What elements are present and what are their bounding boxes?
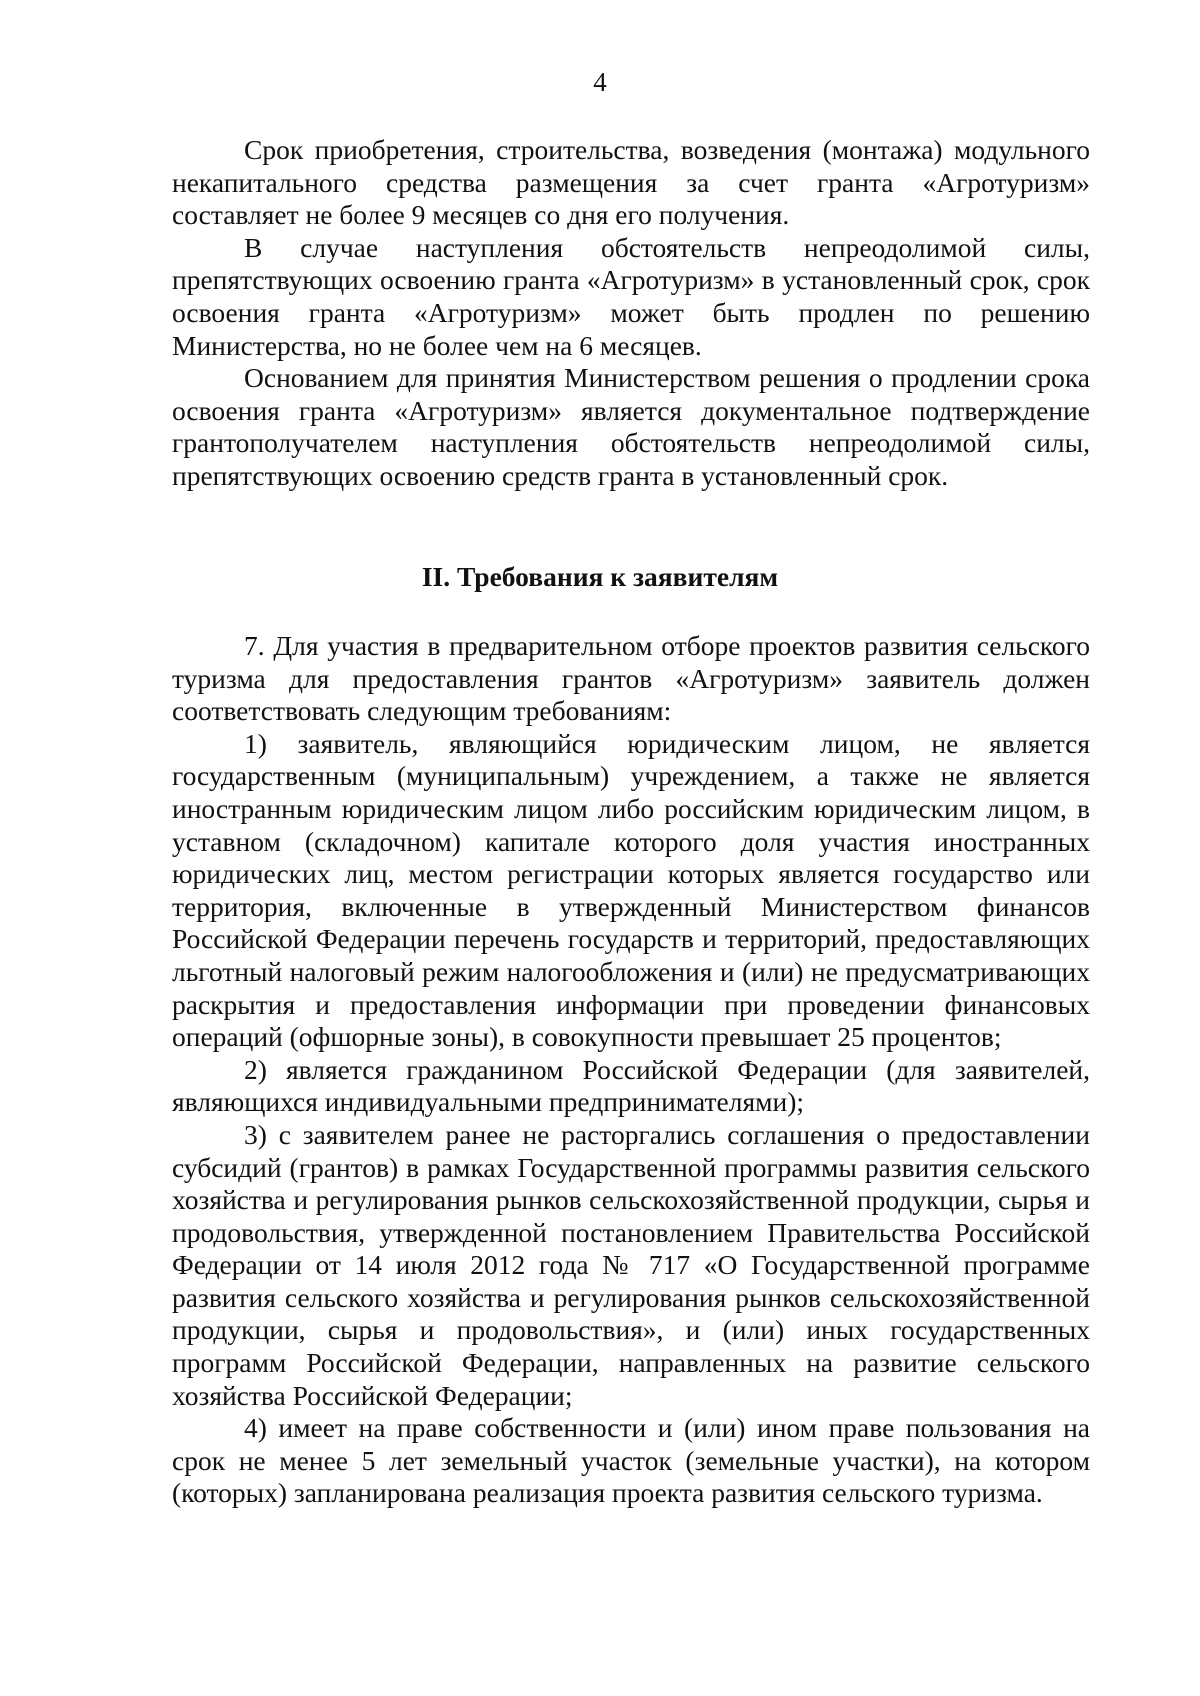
list-item: 2) является гражданином Российской Федерации (для заявителей, являющихся индивидуальными предпринимателями); xyxy=(172,1053,1090,1118)
paragraph: Срок приобретения, строительства, возведения (монтажа) модульного некапитального средства размещения за счет гранта «Агротуризм» составляет не более 9 месяцев со дня его получения. xyxy=(172,134,1090,231)
list-item: 1) заявитель, являющийся юридическим лицом, не является государственным (муниципальным) учреждением, а также не является иностранным юридическим лицом либо российским юридическим лицом, в уставном (складочном) капитале которого доля участия иностранных юридических лиц, местом регистрации которых является государство или территория, включенные в утвержденный Министерством финансов Российской Федерации перечень государств и территорий, предоставляющих льготный налоговый режим налогообложения и (или) не предусматривающих раскрытия и предоставления информации при проведении финансовых операций (офшорные зоны), в совокупности превышает 25 процентов; xyxy=(172,727,1090,1053)
list-item: 3) с заявителем ранее не расторгались соглашения о предоставлении субсидий (грантов) в рамках Государственной программы развития сельского хозяйства и регулирования рынков сельскохозяйственной продукции, сырья и продовольствия, утвержденной постановлением Правительства Российской Федерации от 14 июля 2012 года № 717 «О Государственной программе развития сельского хозяйства и регулирования рынков сельскохозяйственной продукции, сырья и продовольствия», и (или) иных государственных программ Российской Федерации, направленных на развитие сельского хозяйства Российской Федерации; xyxy=(172,1118,1090,1411)
text-block-bottom xyxy=(172,630,1090,1510)
paragraph: Основанием для принятия Министерством решения о продлении срока освоения гранта «Агротуризм» является документальное подтверждение грантополучателем наступления обстоятельств непреодолимой силы, препятствующих освоению средств гранта в установленный срок. xyxy=(172,362,1090,491)
list-item: 4) имеет на праве собственности и (или) ином праве пользования на срок не менее 5 лет земельный участок (земельные участки), на котором (которых) запланирована реализация проекта развития сельского туризма. xyxy=(172,1412,1090,1509)
section-heading: II. Требования к заявителям xyxy=(421,561,779,592)
page-number: 4 xyxy=(593,67,607,97)
paragraph: В случае наступления обстоятельств непреодолимой силы, препятствующих освоению гранта «Агротуризм» в установленный срок, срок освоения гранта «Агротуризм» может быть продлен по решению Министерства, но не более чем на 6 месяцев. xyxy=(172,231,1090,361)
text-block-top xyxy=(172,134,1090,493)
paragraph: 7. Для участия в предварительном отборе проектов развития сельского туризма для предоставления грантов «Агротуризм» заявитель должен соответствовать следующим требованиям: xyxy=(172,630,1090,727)
